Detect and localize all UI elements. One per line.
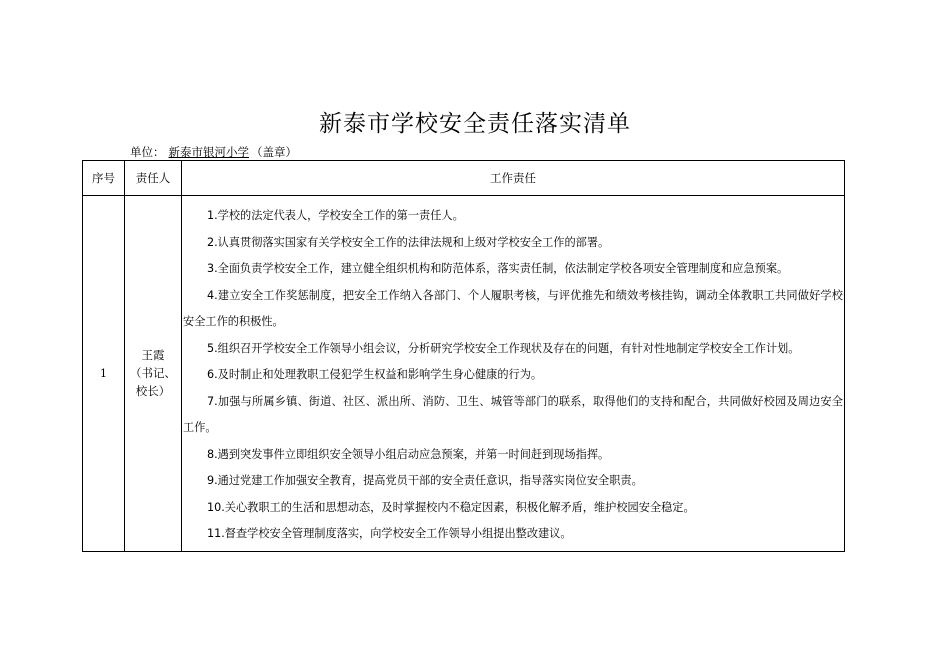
unit-label: 单位： bbox=[130, 145, 165, 159]
header-person: 责任人 bbox=[125, 161, 182, 196]
unit-line bbox=[130, 144, 297, 160]
document-title: 新泰市学校安全责任落实清单 bbox=[319, 111, 631, 137]
person-role-line1: （书记、 bbox=[130, 366, 176, 381]
person-role-line2: 校长） bbox=[135, 384, 171, 399]
duty-item: 2.认真贯彻落实国家有关学校安全工作的法律法规和上级对学校安全工作的部署。 bbox=[207, 235, 610, 249]
table-header-row bbox=[83, 161, 845, 196]
table-row bbox=[83, 196, 845, 552]
duty-item: 7.加强与所属乡镇、街道、社区、派出所、消防、卫生、城管等部门的联系，取得他们的支持和配合，共同做好校园及周边安全工作。 bbox=[183, 394, 843, 434]
duty-item: 11.督查学校安全管理制度落实，向学校安全工作领导小组提出整改建议。 bbox=[207, 527, 572, 540]
header-duties: 工作责任 bbox=[182, 161, 845, 196]
stamp-note: （盖章） bbox=[251, 145, 297, 159]
duty-item: 4.建立安全工作奖惩制度，把安全工作纳入各部门、个人履职考核，与评优推先和绩效考核挂钩，调动全体教职工共同做好学校安全工作的积极性。 bbox=[183, 288, 843, 328]
duty-item: 6.及时制止和处理教职工侵犯学生权益和影响学生身心健康的行为。 bbox=[207, 368, 543, 381]
row-duties bbox=[182, 196, 845, 552]
duty-item: 5.组织召开学校安全工作领导小组会议，分析研究学校安全工作现状及存在的问题，有针对性地制定学校安全工作计划。 bbox=[207, 341, 800, 355]
responsibility-table bbox=[82, 160, 845, 552]
duty-item: 8.遇到突发事件立即组织安全领导小组启动应急预案，并第一时间赶到现场指挥。 bbox=[207, 447, 610, 461]
unit-name: 新泰市银河小学 bbox=[168, 145, 249, 159]
row-seq: 1 bbox=[83, 196, 125, 552]
duty-item: 10.关心教职工的生活和思想动态，及时掌握校内不稳定因素，积极化解矛盾，维护校园安全稳定。 bbox=[207, 500, 695, 514]
person-name: 王霞 bbox=[141, 348, 165, 363]
duty-item: 1.学校的法定代表人，学校安全工作的第一责任人。 bbox=[207, 209, 464, 222]
duty-item: 9.通过党建工作加强安全教育，提高党员干部的安全责任意识，指导落实岗位安全职责。 bbox=[207, 474, 643, 487]
row-person bbox=[125, 196, 182, 552]
duty-item: 3.全面负责学校安全工作，建立健全组织机构和防范体系，落实责任制，依法制定学校各项安全管理制度和应急预案。 bbox=[207, 262, 789, 275]
header-seq: 序号 bbox=[83, 161, 125, 196]
